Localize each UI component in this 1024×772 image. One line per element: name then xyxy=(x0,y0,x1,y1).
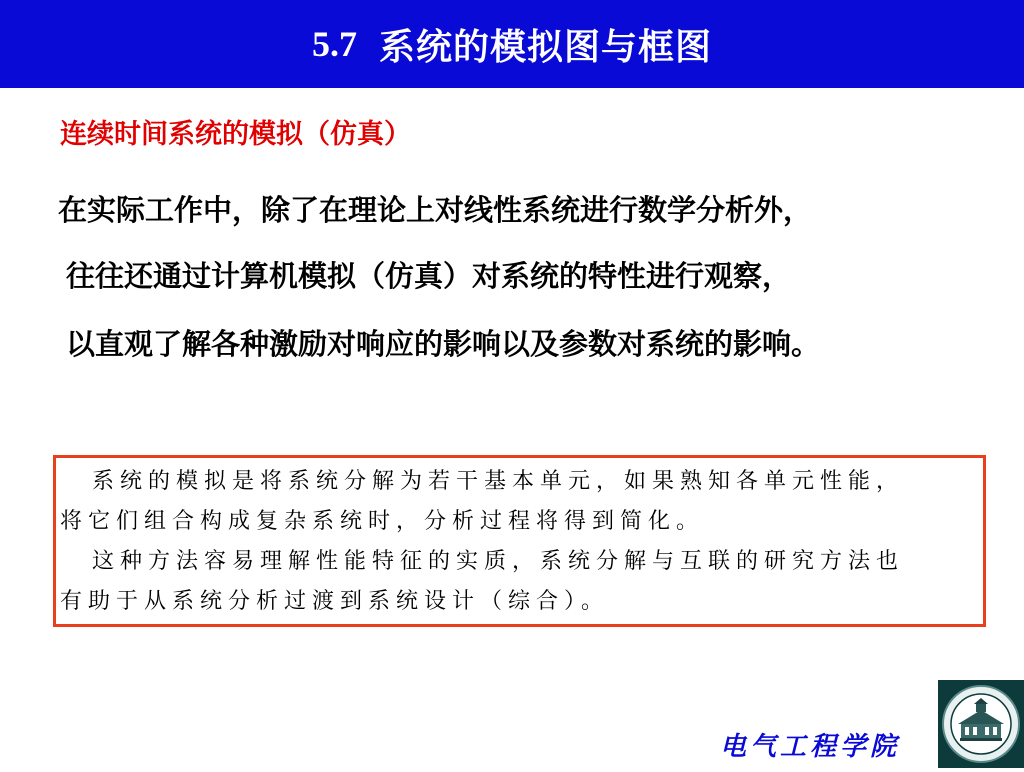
section-heading: 连续时间系统的模拟（仿真） xyxy=(60,119,411,150)
whu-logo xyxy=(938,680,1024,768)
box-line-1: 系统的模拟是将系统分解为若干基本单元，如果熟知各单元性能， xyxy=(92,469,905,494)
footer-school-name: 电气工程学院 xyxy=(720,732,901,762)
paragraph-line-3: 以直观了解各种激励对响应的影响以及参数对系统的影响。 xyxy=(66,327,821,361)
slide-title: 系统的模拟图与框图 xyxy=(378,26,712,68)
definition-box xyxy=(53,455,986,627)
title-bar xyxy=(0,0,1024,88)
paragraph-line-2: 往往还通过计算机模拟（仿真）对系统的特性进行观察， xyxy=(66,259,792,293)
box-line-4: 有助于从系统分析过渡到系统设计（综合）。 xyxy=(60,589,610,614)
box-line-2: 将它们组合构成复杂系统时，分析过程将得到简化。 xyxy=(60,509,705,534)
title-number: 5.7 xyxy=(311,24,357,64)
paragraph-line-1: 在实际工作中，除了在理论上对线性系统进行数学分析外， xyxy=(58,193,813,227)
box-line-3: 这种方法容易理解性能特征的实质，系统分解与互联的研究方法也 xyxy=(92,549,905,574)
whu-logo-icon xyxy=(938,680,1024,768)
